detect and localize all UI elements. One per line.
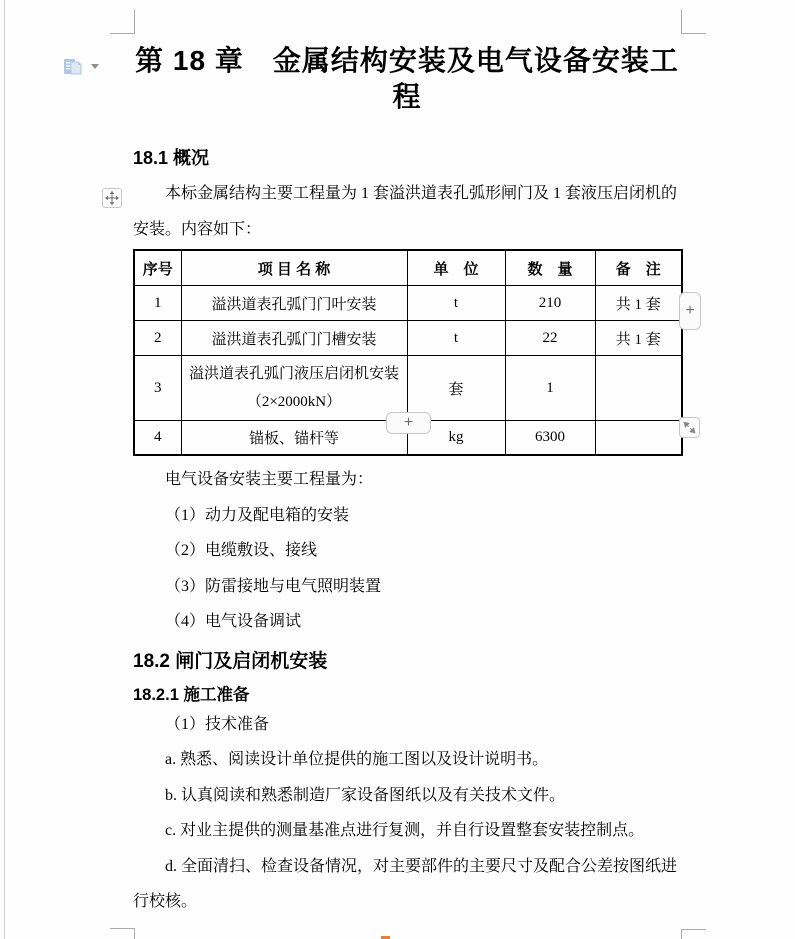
table-header-unit: 单 位 xyxy=(407,250,505,286)
cell-qty: 6300 xyxy=(505,421,595,456)
cell-qty: 1 xyxy=(505,356,595,421)
cell-note xyxy=(595,356,682,421)
table-header-note: 备 注 xyxy=(595,250,682,286)
step-d: d. 全面清扫、检查设备情况，对主要部件的主要尺寸及配合公差按图纸进行校核。 xyxy=(133,857,678,910)
document-content xyxy=(133,33,681,920)
list-item-electrical-4: （4）电气设备调试 xyxy=(165,613,302,630)
insert-column-button[interactable] xyxy=(679,292,701,330)
dropdown-arrow-icon[interactable] xyxy=(91,64,99,69)
table-header-row xyxy=(134,250,682,286)
cell-no: 1 xyxy=(134,286,181,321)
table-row xyxy=(134,286,682,321)
cell-unit: t xyxy=(407,321,505,356)
clipboard-icon xyxy=(63,57,82,76)
cell-unit: t xyxy=(407,286,505,321)
cell-note xyxy=(595,421,682,456)
list-item-electrical-1: （1）动力及配电箱的安装 xyxy=(165,506,350,524)
cell-qty: 22 xyxy=(505,321,595,356)
table-header-name: 项 目 名 称 xyxy=(181,250,407,286)
step-b: b. 认真阅读和熟悉制造厂家设备图纸以及有关技术文件。 xyxy=(165,786,566,804)
insert-row-button[interactable] xyxy=(386,412,431,434)
text-boundary-mark-bottom-left xyxy=(110,928,135,939)
table-move-handle[interactable] xyxy=(102,188,122,208)
move-cross-icon xyxy=(104,190,120,206)
cell-unit: kg xyxy=(407,421,505,456)
chapter-title: 第 18 章 金属结构安装及电气设备安装工程 xyxy=(135,45,679,112)
cell-name: 溢洪道表孔弧门门槽安装 xyxy=(181,321,407,356)
section-heading-18-2-1: 18.2.1 施工准备 xyxy=(133,685,250,704)
table-header-no: 序号 xyxy=(134,250,181,286)
table-header-qty: 数 量 xyxy=(505,250,595,286)
plus-icon: + xyxy=(403,414,414,431)
resize-diagonal-icon xyxy=(682,420,697,435)
cell-name-line2: （2×2000kN） xyxy=(246,394,342,410)
text-boundary-mark-top-left xyxy=(110,10,135,34)
cell-name-line1: 溢洪道表孔弧门液压启闭机安装 xyxy=(188,366,399,382)
text-boundary-mark-top-right xyxy=(681,10,706,34)
cell-note: 共 1 套 xyxy=(595,286,682,321)
cell-note: 共 1 套 xyxy=(595,321,682,356)
list-item-electrical-3: （3）防雷接地与电气照明装置 xyxy=(165,577,382,595)
cell-qty: 210 xyxy=(505,286,595,321)
cell-name: 溢洪道表孔弧门门叶安装 xyxy=(181,286,407,321)
table-row xyxy=(134,321,682,356)
list-item-electrical-2: （2）电缆敷设、接线 xyxy=(165,542,318,559)
cell-name: 锚板、锚杆等 xyxy=(181,421,407,456)
table-row xyxy=(134,356,682,421)
cell-name xyxy=(181,356,407,421)
plus-icon: + xyxy=(685,302,695,319)
cell-no: 2 xyxy=(134,321,181,356)
section-heading-18-1: 18.1 概况 xyxy=(133,148,210,168)
paragraph-electrical-lead: 电气设备安装主要工程量为： xyxy=(165,471,374,488)
step-c: c. 对业主提供的测量基准点进行复测，并自行设置整套安装控制点。 xyxy=(165,822,645,839)
cell-no: 4 xyxy=(134,421,181,456)
step-a: a. 熟悉、阅读设计单位提供的施工图以及设计说明书。 xyxy=(165,751,549,768)
paragraph-overview-intro: 本标金属结构主要工程量为 1 套溢洪道表孔弧形闸门及 1 套液压启闭机的安装。内容如下： xyxy=(133,185,678,238)
table-resize-handle[interactable] xyxy=(679,417,700,438)
window-edge-line xyxy=(4,0,5,939)
cell-no: 3 xyxy=(134,356,181,421)
paste-options-button[interactable] xyxy=(63,55,105,77)
section-heading-18-2: 18.2 闸门及启闭机安装 xyxy=(133,650,328,672)
paragraph-tech-prep: （1）技术准备 xyxy=(165,715,270,733)
cell-unit: 套 xyxy=(407,356,505,421)
text-boundary-mark-bottom-right xyxy=(681,929,706,939)
